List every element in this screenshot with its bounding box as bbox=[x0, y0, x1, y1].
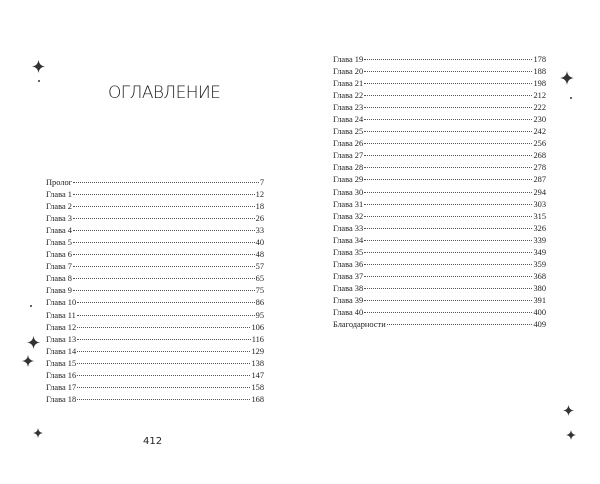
toc-entry bbox=[333, 295, 546, 307]
toc-entry bbox=[333, 271, 546, 283]
toc-dot-leader bbox=[77, 302, 254, 303]
toc-entry bbox=[46, 177, 264, 189]
toc-entry-page: 40 bbox=[255, 238, 264, 248]
toc-entry-label: Глава 28 bbox=[333, 163, 364, 173]
toc-entry-page: 315 bbox=[533, 211, 546, 221]
toc-dot-leader bbox=[364, 204, 532, 205]
toc-dot-leader bbox=[73, 182, 259, 183]
toc-entry-page: 222 bbox=[533, 103, 546, 113]
toc-dot-leader bbox=[73, 194, 255, 195]
toc-dot-leader bbox=[364, 240, 532, 241]
toc-entry-label: Глава 27 bbox=[333, 151, 364, 161]
toc-entry-page: 168 bbox=[251, 394, 264, 404]
toc-dot-leader bbox=[364, 167, 532, 168]
toc-entry-page: 129 bbox=[251, 346, 264, 356]
toc-dot-leader bbox=[73, 278, 255, 279]
toc-dot-leader bbox=[364, 59, 532, 60]
toc-entry-label: Глава 11 bbox=[46, 310, 76, 320]
toc-entry bbox=[333, 247, 546, 259]
toc-entry bbox=[46, 249, 264, 261]
toc-entry bbox=[333, 319, 546, 331]
toc-dot-leader bbox=[364, 107, 532, 108]
toc-entry-page: 57 bbox=[255, 262, 264, 272]
toc-entry-label: Глава 9 bbox=[46, 286, 72, 296]
toc-dot-leader bbox=[364, 179, 532, 180]
toc-entry-page: 400 bbox=[533, 307, 546, 317]
toc-entry-label: Глава 2 bbox=[46, 202, 72, 212]
toc-entry bbox=[333, 235, 546, 247]
toc-entry-page: 303 bbox=[533, 199, 546, 209]
toc-entry-page: 95 bbox=[255, 310, 264, 320]
toc-entry bbox=[333, 114, 546, 126]
toc-dot-leader bbox=[73, 218, 255, 219]
toc-dot-leader bbox=[77, 351, 250, 352]
toc-dot-leader bbox=[77, 375, 250, 376]
toc-entry bbox=[46, 297, 264, 309]
toc-entry-page: 18 bbox=[255, 202, 264, 212]
toc-entry-label: Глава 6 bbox=[46, 250, 72, 260]
toc-entry-page: 198 bbox=[533, 79, 546, 89]
toc-dot-leader bbox=[77, 315, 255, 316]
toc-entry-label: Глава 35 bbox=[333, 247, 364, 257]
sparkle-icon bbox=[566, 430, 576, 440]
toc-entry-label: Глава 40 bbox=[333, 307, 364, 317]
toc-entry-page: 256 bbox=[533, 139, 546, 149]
toc-entry bbox=[333, 90, 546, 102]
toc-entry-page: 188 bbox=[533, 67, 546, 77]
toc-dot-leader bbox=[77, 387, 250, 388]
toc-dot-leader bbox=[364, 155, 532, 156]
toc-entry-page: 349 bbox=[533, 247, 546, 257]
toc-entry-page: 33 bbox=[255, 226, 264, 236]
toc-entry-label: Глава 10 bbox=[46, 298, 77, 308]
toc-entry bbox=[333, 150, 546, 162]
toc-entry-label: Глава 37 bbox=[333, 271, 364, 281]
toc-entry-label: Глава 32 bbox=[333, 211, 364, 221]
toc-entry-page: 178 bbox=[533, 55, 546, 64]
toc-entry-page: 86 bbox=[255, 298, 264, 308]
toc-dot-leader bbox=[364, 252, 532, 253]
toc-entry-label: Глава 21 bbox=[333, 79, 364, 89]
toc-entry bbox=[333, 66, 546, 78]
toc-entry bbox=[333, 162, 546, 174]
toc-entry-page: 278 bbox=[533, 163, 546, 173]
toc-entry-page: 138 bbox=[251, 358, 264, 368]
toc-entry-label: Глава 25 bbox=[333, 127, 364, 137]
toc-entry-page: 12 bbox=[255, 190, 264, 200]
dot-icon bbox=[30, 305, 32, 307]
toc-entry-label: Глава 1 bbox=[46, 190, 72, 200]
toc-dot-leader bbox=[364, 264, 532, 265]
sparkle-icon bbox=[560, 71, 574, 85]
toc-entry-label: Глава 12 bbox=[46, 322, 77, 332]
toc-dot-leader bbox=[77, 363, 250, 364]
toc-dot-leader bbox=[387, 324, 533, 325]
toc-entry-page: 380 bbox=[533, 283, 546, 293]
toc-dot-leader bbox=[73, 254, 255, 255]
toc-entry bbox=[46, 358, 264, 370]
toc-entry bbox=[333, 174, 546, 186]
toc-entry bbox=[46, 382, 264, 394]
toc-entry bbox=[333, 54, 546, 66]
toc-dot-leader bbox=[364, 143, 532, 144]
toc-dot-leader bbox=[364, 83, 532, 84]
toc-entry bbox=[46, 237, 264, 249]
toc-entry-label: Глава 38 bbox=[333, 283, 364, 293]
toc-entry bbox=[46, 394, 264, 406]
toc-entry-page: 242 bbox=[533, 127, 546, 137]
toc-entry-label: Глава 36 bbox=[333, 259, 364, 269]
toc-entry-page: 106 bbox=[251, 322, 264, 332]
toc-dot-leader bbox=[364, 95, 532, 96]
toc-dot-leader bbox=[73, 266, 255, 267]
toc-entry bbox=[46, 201, 264, 213]
toc-entry-label: Глава 8 bbox=[46, 274, 72, 284]
toc-entry-label: Глава 3 bbox=[46, 214, 72, 224]
toc-entry bbox=[333, 199, 546, 211]
toc-entry bbox=[46, 334, 264, 346]
toc-dot-leader bbox=[77, 327, 250, 328]
toc-entry bbox=[46, 189, 264, 201]
toc-entry-label: Глава 14 bbox=[46, 346, 77, 356]
toc-entry-label: Глава 7 bbox=[46, 262, 72, 272]
toc-entry bbox=[46, 346, 264, 358]
toc-entry bbox=[333, 307, 546, 319]
toc-entry bbox=[333, 102, 546, 114]
sparkle-icon bbox=[27, 336, 40, 349]
toc-entry-page: 294 bbox=[533, 187, 546, 197]
toc-entry-label: Глава 29 bbox=[333, 175, 364, 185]
page-number: 412 bbox=[143, 436, 163, 447]
toc-entry bbox=[333, 187, 546, 199]
toc-entry-label: Глава 23 bbox=[333, 103, 364, 113]
toc-entry-page: 48 bbox=[255, 250, 264, 260]
toc-entry-label: Благодарности bbox=[333, 320, 386, 330]
sparkle-icon bbox=[33, 428, 43, 438]
toc-dot-leader bbox=[77, 399, 250, 400]
toc-entry-page: 326 bbox=[533, 223, 546, 233]
toc-entry-label: Глава 33 bbox=[333, 223, 364, 233]
toc-entry-label: Глава 22 bbox=[333, 91, 364, 101]
toc-entry-page: 26 bbox=[255, 214, 264, 224]
toc-entry-page: 359 bbox=[533, 259, 546, 269]
toc-entry-label: Глава 31 bbox=[333, 199, 364, 209]
toc-entry-label: Глава 19 bbox=[333, 55, 364, 64]
sparkle-icon bbox=[32, 60, 45, 73]
toc-entry-label: Глава 13 bbox=[46, 334, 77, 344]
toc-entry bbox=[46, 273, 264, 285]
toc-entry-page: 7 bbox=[259, 178, 264, 187]
toc-entry-label: Глава 16 bbox=[46, 370, 77, 380]
toc-list-left bbox=[46, 177, 264, 406]
toc-entry-page: 75 bbox=[255, 286, 264, 296]
toc-entry-label: Пролог bbox=[46, 178, 73, 187]
toc-dot-leader bbox=[364, 119, 532, 120]
dot-icon bbox=[38, 80, 40, 82]
toc-dot-leader bbox=[364, 300, 532, 301]
toc-entry-page: 391 bbox=[533, 295, 546, 305]
toc-entry-page: 212 bbox=[533, 91, 546, 101]
toc-entry-page: 339 bbox=[533, 235, 546, 245]
toc-dot-leader bbox=[364, 192, 532, 193]
right-page bbox=[300, 0, 600, 484]
toc-heading: ОГЛАВЛЕНИЕ bbox=[108, 83, 221, 103]
toc-entry-label: Глава 4 bbox=[46, 226, 72, 236]
toc-entry bbox=[333, 78, 546, 90]
sparkle-icon bbox=[563, 405, 574, 416]
toc-entry bbox=[46, 370, 264, 382]
toc-entry-page: 287 bbox=[533, 175, 546, 185]
toc-entry-label: Глава 34 bbox=[333, 235, 364, 245]
toc-entry-label: Глава 18 bbox=[46, 394, 77, 404]
toc-dot-leader bbox=[364, 216, 532, 217]
toc-entry-label: Глава 15 bbox=[46, 358, 77, 368]
toc-dot-leader bbox=[364, 131, 532, 132]
sparkle-icon bbox=[22, 355, 34, 367]
toc-dot-leader bbox=[73, 290, 255, 291]
toc-dot-leader bbox=[364, 312, 532, 313]
toc-entry bbox=[46, 213, 264, 225]
toc-entry-label: Глава 26 bbox=[333, 139, 364, 149]
dot-icon bbox=[570, 97, 572, 99]
toc-entry bbox=[333, 138, 546, 150]
toc-entry-page: 158 bbox=[251, 382, 264, 392]
toc-entry-page: 409 bbox=[533, 320, 546, 330]
toc-dot-leader bbox=[73, 242, 255, 243]
toc-dot-leader bbox=[77, 339, 251, 340]
toc-entry bbox=[333, 259, 546, 271]
toc-entry-label: Глава 39 bbox=[333, 295, 364, 305]
toc-entry-page: 65 bbox=[255, 274, 264, 284]
toc-dot-leader bbox=[364, 288, 532, 289]
toc-dot-leader bbox=[364, 71, 532, 72]
toc-entry-page: 230 bbox=[533, 115, 546, 125]
toc-dot-leader bbox=[364, 276, 532, 277]
toc-entry bbox=[333, 126, 546, 138]
toc-dot-leader bbox=[73, 206, 255, 207]
toc-entry bbox=[333, 223, 546, 235]
toc-entry-label: Глава 20 bbox=[333, 67, 364, 77]
toc-list-right bbox=[333, 54, 546, 331]
toc-entry-page: 147 bbox=[251, 370, 264, 380]
toc-entry bbox=[333, 211, 546, 223]
toc-entry bbox=[333, 283, 546, 295]
toc-entry-label: Глава 17 bbox=[46, 382, 77, 392]
toc-entry-page: 268 bbox=[533, 151, 546, 161]
toc-entry-page: 368 bbox=[533, 271, 546, 281]
toc-dot-leader bbox=[364, 228, 532, 229]
toc-entry bbox=[46, 322, 264, 334]
toc-entry bbox=[46, 310, 264, 322]
toc-entry-label: Глава 5 bbox=[46, 238, 72, 248]
toc-entry bbox=[46, 261, 264, 273]
toc-entry-label: Глава 30 bbox=[333, 187, 364, 197]
toc-entry bbox=[46, 225, 264, 237]
toc-dot-leader bbox=[73, 230, 255, 231]
toc-entry-label: Глава 24 bbox=[333, 115, 364, 125]
toc-entry bbox=[46, 285, 264, 297]
toc-entry-page: 116 bbox=[251, 334, 264, 344]
